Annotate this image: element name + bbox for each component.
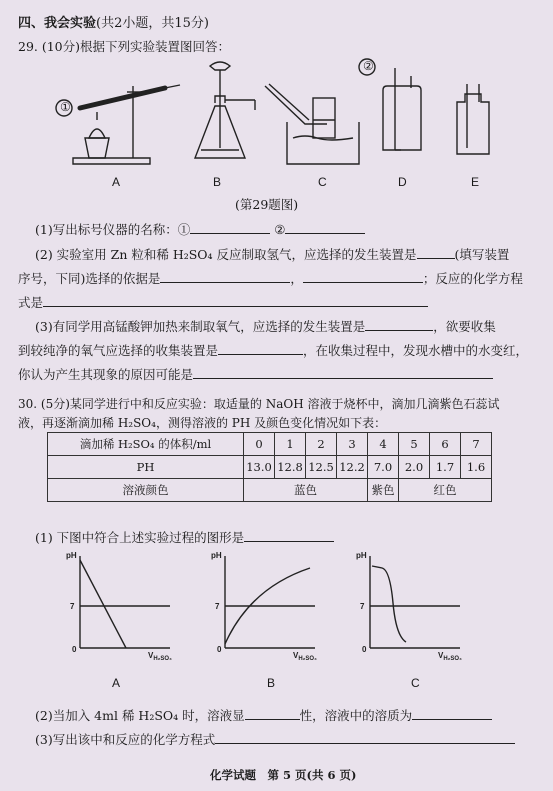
apparatus-c (265, 84, 359, 164)
graph-a (80, 556, 170, 648)
marker-2: ② (363, 59, 374, 73)
q30-header: 30. (5分)某同学进行中和反应实验：取适量的 NaOH 溶液于烧杯中，滴加几滴紫色石蕊试 (18, 397, 500, 411)
q29-2-line3: 式是 (18, 293, 428, 311)
q29-header: 29. (10分)根据下列实验装置图回答： (18, 39, 231, 54)
q30-1: (1) 下图中符合上述实验过程的图形是 (35, 528, 334, 546)
answer-blank[interactable] (417, 246, 455, 259)
q29-3-line3: 你认为产生其现象的原因可能是 (18, 365, 493, 383)
graph-c (370, 556, 460, 648)
seven-label-b: 7 (215, 602, 220, 611)
page-footer: 化学试题 第 5 页(共 6 页) (210, 768, 357, 782)
zero-label-c: 0 (362, 645, 367, 654)
graph-label-c: C (411, 676, 420, 690)
answer-blank[interactable] (218, 342, 303, 355)
q30-2: (2)当加入 4ml 稀 H₂SO₄ 时，溶液显 性，溶液中的溶质为 (35, 706, 492, 724)
answer-blank[interactable] (190, 221, 270, 234)
answer-blank[interactable] (303, 270, 423, 283)
answer-blank[interactable] (43, 294, 428, 307)
y-axis-label-c: pH (356, 551, 367, 560)
q29-3-line1: (3)有同学用高锰酸钾加热来制取氧气，应选择的发生装置是 ，欲要收集 (35, 319, 496, 334)
q29-3-line2: 到较纯净的氧气应选择的收集装置是 ，在收集过程中，发现水槽中的水变红， (18, 343, 529, 358)
q30-header-2: 液，再逐渐滴加稀 H₂SO₄，测得溶液的 PH 及颜色变化情况如下表： (18, 416, 387, 430)
x-axis-label-a: $V_{H_2SO_4}$ (148, 651, 172, 662)
graph-label-a: A (112, 676, 121, 690)
apparatus-e (457, 84, 489, 154)
x-axis-label-c: $V_{H_2SO_4}$ (438, 651, 462, 662)
zero-label-b: 0 (217, 645, 222, 654)
zero-label-a: 0 (72, 645, 77, 654)
ph-graphs (60, 548, 480, 673)
apparatus-b (195, 62, 255, 158)
table-row: 滴加稀 H₂SO₄ 的体积/ml 0 1 2 3 4 5 6 7 (48, 433, 492, 456)
apparatus-label-a: A (112, 175, 121, 189)
section-heading: 四、我会实验(共2小题，共15分) (18, 16, 209, 31)
graph-label-b: B (267, 676, 276, 690)
marker-1: ① (60, 100, 71, 114)
data-table (47, 432, 492, 502)
q29-2-line1: (2) 实验室用 Zn 粒和稀 H₂SO₄ 反应制取氢气，应选择的发生装置是 (填写装置 (35, 247, 510, 262)
apparatus-d (383, 68, 421, 150)
apparatus-label-c: C (318, 175, 327, 189)
answer-blank[interactable] (215, 731, 515, 744)
apparatus-label-d: D (398, 175, 407, 189)
answer-blank[interactable] (245, 707, 300, 720)
y-axis-label-a: pH (66, 551, 77, 560)
q30-3: (3)写出该中和反应的化学方程式 (35, 730, 515, 748)
y-axis-label-b: pH (211, 551, 222, 560)
q29-2-line2: 序号，下同)选择的依据是 ， ；反应的化学方程 (18, 271, 523, 286)
figure-caption: (第29题图) (235, 197, 299, 212)
table-row: 溶液颜色 蓝色 紫色 红色 (48, 479, 492, 502)
x-axis-label-b: $V_{H_2SO_4}$ (293, 651, 317, 662)
seven-label-c: 7 (360, 602, 365, 611)
apparatus-label-e: E (471, 175, 480, 189)
apparatus-label-b: B (213, 175, 222, 189)
seven-label-a: 7 (70, 602, 75, 611)
answer-blank[interactable] (412, 707, 492, 720)
apparatus-a (73, 85, 180, 164)
answer-blank[interactable] (365, 318, 433, 331)
table-row: PH 13.0 12.8 12.5 12.2 7.0 2.0 1.7 1.6 (48, 456, 492, 479)
answer-blank[interactable] (160, 270, 290, 283)
answer-blank[interactable] (285, 221, 365, 234)
graph-b (225, 556, 315, 648)
answer-blank[interactable] (244, 529, 334, 542)
q29-1: (1)写出标号仪器的名称：① ② (35, 220, 365, 238)
apparatus-figure (55, 58, 515, 198)
answer-blank[interactable] (193, 366, 493, 379)
